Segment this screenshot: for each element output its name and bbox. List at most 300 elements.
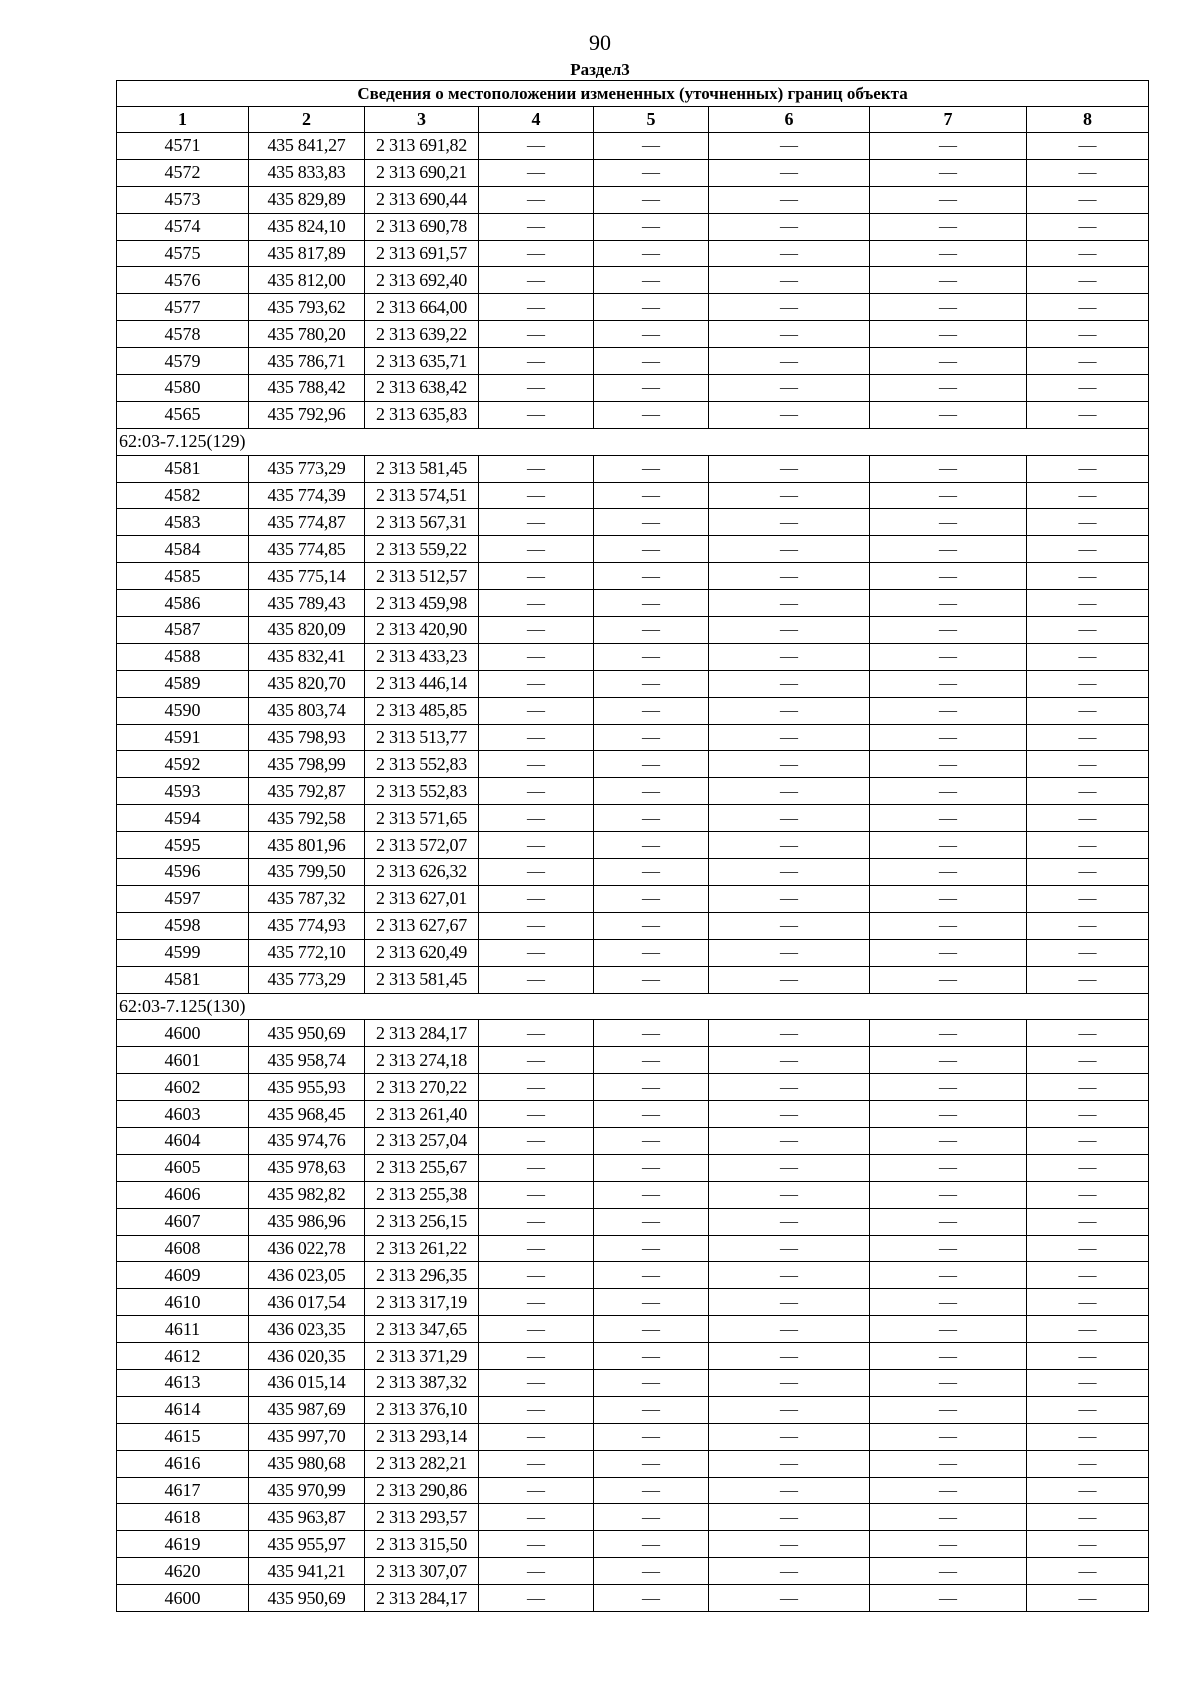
- x-coordinate-cell: 436 017,54: [249, 1289, 365, 1316]
- empty-cell-col-4: —: [479, 1531, 594, 1558]
- point-number-cell: 4612: [117, 1343, 249, 1370]
- coordinates-table: [116, 80, 1149, 1612]
- empty-cell-col-4: —: [479, 1127, 594, 1154]
- y-coordinate-cell: 2 313 552,83: [365, 778, 479, 805]
- y-coordinate-cell: 2 313 581,45: [365, 966, 479, 993]
- empty-cell-col-7: —: [870, 1127, 1027, 1154]
- empty-cell-col-8: —: [1027, 1235, 1149, 1262]
- column-header-4: 4: [479, 107, 594, 133]
- table-caption-row: [117, 81, 1149, 107]
- empty-cell-col-5: —: [594, 859, 709, 886]
- table-row: [117, 482, 1149, 509]
- point-number-cell: 4571: [117, 133, 249, 160]
- x-coordinate-cell: 435 774,93: [249, 912, 365, 939]
- point-number-cell: 4576: [117, 267, 249, 294]
- empty-cell-col-5: —: [594, 778, 709, 805]
- y-coordinate-cell: 2 313 307,07: [365, 1558, 479, 1585]
- empty-cell-col-7: —: [870, 401, 1027, 428]
- x-coordinate-cell: 435 787,32: [249, 885, 365, 912]
- point-number-cell: 4615: [117, 1423, 249, 1450]
- x-coordinate-cell: 435 812,00: [249, 267, 365, 294]
- empty-cell-col-7: —: [870, 1504, 1027, 1531]
- x-coordinate-cell: 435 955,93: [249, 1074, 365, 1101]
- empty-cell-col-7: —: [870, 133, 1027, 160]
- table-row: [117, 455, 1149, 482]
- empty-cell-col-6: —: [709, 1450, 870, 1477]
- empty-cell-col-6: —: [709, 1181, 870, 1208]
- point-number-cell: 4575: [117, 240, 249, 267]
- empty-cell-col-6: —: [709, 1074, 870, 1101]
- empty-cell-col-8: —: [1027, 563, 1149, 590]
- empty-cell-col-6: —: [709, 670, 870, 697]
- empty-cell-col-5: —: [594, 240, 709, 267]
- empty-cell-col-5: —: [594, 1101, 709, 1128]
- empty-cell-col-4: —: [479, 1369, 594, 1396]
- x-coordinate-cell: 435 982,82: [249, 1181, 365, 1208]
- empty-cell-col-4: —: [479, 1585, 594, 1612]
- empty-cell-col-8: —: [1027, 724, 1149, 751]
- x-coordinate-cell: 435 986,96: [249, 1208, 365, 1235]
- y-coordinate-cell: 2 313 282,21: [365, 1450, 479, 1477]
- y-coordinate-cell: 2 313 513,77: [365, 724, 479, 751]
- point-number-cell: 4573: [117, 186, 249, 213]
- empty-cell-col-7: —: [870, 1585, 1027, 1612]
- empty-cell-col-4: —: [479, 536, 594, 563]
- point-number-cell: 4581: [117, 455, 249, 482]
- empty-cell-col-6: —: [709, 1369, 870, 1396]
- empty-cell-col-4: —: [479, 1020, 594, 1047]
- empty-cell-col-7: —: [870, 1450, 1027, 1477]
- empty-cell-col-5: —: [594, 1316, 709, 1343]
- x-coordinate-cell: 436 023,05: [249, 1262, 365, 1289]
- x-coordinate-cell: 435 799,50: [249, 859, 365, 886]
- empty-cell-col-8: —: [1027, 1154, 1149, 1181]
- empty-cell-col-6: —: [709, 1423, 870, 1450]
- group-label: 62:03-7.125(129): [117, 428, 1149, 455]
- empty-cell-col-8: —: [1027, 1396, 1149, 1423]
- empty-cell-col-4: —: [479, 186, 594, 213]
- empty-cell-col-6: —: [709, 778, 870, 805]
- empty-cell-col-8: —: [1027, 1020, 1149, 1047]
- empty-cell-col-4: —: [479, 375, 594, 402]
- table-row: [117, 1020, 1149, 1047]
- empty-cell-col-7: —: [870, 697, 1027, 724]
- empty-cell-col-8: —: [1027, 1074, 1149, 1101]
- empty-cell-col-5: —: [594, 213, 709, 240]
- table-row: [117, 724, 1149, 751]
- y-coordinate-cell: 2 313 284,17: [365, 1585, 479, 1612]
- empty-cell-col-4: —: [479, 482, 594, 509]
- empty-cell-col-4: —: [479, 1262, 594, 1289]
- empty-cell-col-7: —: [870, 1047, 1027, 1074]
- section-title: Раздел3: [570, 60, 630, 79]
- y-coordinate-cell: 2 313 293,14: [365, 1423, 479, 1450]
- empty-cell-col-4: —: [479, 1504, 594, 1531]
- empty-cell-col-8: —: [1027, 1504, 1149, 1531]
- point-number-cell: 4579: [117, 348, 249, 375]
- point-number-cell: 4607: [117, 1208, 249, 1235]
- point-number-cell: 4601: [117, 1047, 249, 1074]
- table-row: [117, 159, 1149, 186]
- empty-cell-col-7: —: [870, 1396, 1027, 1423]
- empty-cell-col-6: —: [709, 1289, 870, 1316]
- empty-cell-col-8: —: [1027, 1477, 1149, 1504]
- empty-cell-col-6: —: [709, 643, 870, 670]
- point-number-cell: 4600: [117, 1585, 249, 1612]
- empty-cell-col-8: —: [1027, 912, 1149, 939]
- empty-cell-col-7: —: [870, 1154, 1027, 1181]
- y-coordinate-cell: 2 313 639,22: [365, 321, 479, 348]
- empty-cell-col-7: —: [870, 805, 1027, 832]
- table-row: [117, 1262, 1149, 1289]
- empty-cell-col-4: —: [479, 1450, 594, 1477]
- empty-cell-col-4: —: [479, 1396, 594, 1423]
- y-coordinate-cell: 2 313 690,21: [365, 159, 479, 186]
- point-number-cell: 4591: [117, 724, 249, 751]
- column-header-7: 7: [870, 107, 1027, 133]
- empty-cell-col-7: —: [870, 159, 1027, 186]
- point-number-cell: 4593: [117, 778, 249, 805]
- table-row: [117, 321, 1149, 348]
- empty-cell-col-6: —: [709, 509, 870, 536]
- empty-cell-col-8: —: [1027, 321, 1149, 348]
- empty-cell-col-6: —: [709, 563, 870, 590]
- table-row: [117, 859, 1149, 886]
- y-coordinate-cell: 2 313 620,49: [365, 939, 479, 966]
- empty-cell-col-6: —: [709, 832, 870, 859]
- empty-cell-col-7: —: [870, 859, 1027, 886]
- table-row: [117, 375, 1149, 402]
- empty-cell-col-6: —: [709, 590, 870, 617]
- empty-cell-col-4: —: [479, 697, 594, 724]
- empty-cell-col-4: —: [479, 1423, 594, 1450]
- empty-cell-col-4: —: [479, 1181, 594, 1208]
- empty-cell-col-6: —: [709, 885, 870, 912]
- empty-cell-col-5: —: [594, 1181, 709, 1208]
- empty-cell-col-5: —: [594, 1369, 709, 1396]
- empty-cell-col-5: —: [594, 643, 709, 670]
- empty-cell-col-8: —: [1027, 697, 1149, 724]
- empty-cell-col-4: —: [479, 778, 594, 805]
- empty-cell-col-5: —: [594, 832, 709, 859]
- empty-cell-col-4: —: [479, 1343, 594, 1370]
- table-row: [117, 133, 1149, 160]
- empty-cell-col-6: —: [709, 1558, 870, 1585]
- empty-cell-col-7: —: [870, 912, 1027, 939]
- empty-cell-col-5: —: [594, 1020, 709, 1047]
- x-coordinate-cell: 435 801,96: [249, 832, 365, 859]
- empty-cell-col-5: —: [594, 1396, 709, 1423]
- empty-cell-col-7: —: [870, 885, 1027, 912]
- empty-cell-col-6: —: [709, 375, 870, 402]
- empty-cell-col-4: —: [479, 885, 594, 912]
- empty-cell-col-6: —: [709, 159, 870, 186]
- empty-cell-col-7: —: [870, 670, 1027, 697]
- empty-cell-col-5: —: [594, 1208, 709, 1235]
- empty-cell-col-5: —: [594, 159, 709, 186]
- empty-cell-col-8: —: [1027, 778, 1149, 805]
- empty-cell-col-5: —: [594, 1531, 709, 1558]
- x-coordinate-cell: 435 997,70: [249, 1423, 365, 1450]
- empty-cell-col-7: —: [870, 321, 1027, 348]
- point-number-cell: 4617: [117, 1477, 249, 1504]
- point-number-cell: 4619: [117, 1531, 249, 1558]
- empty-cell-col-4: —: [479, 590, 594, 617]
- column-header-6: 6: [709, 107, 870, 133]
- y-coordinate-cell: 2 313 581,45: [365, 455, 479, 482]
- empty-cell-col-8: —: [1027, 1047, 1149, 1074]
- y-coordinate-cell: 2 313 626,32: [365, 859, 479, 886]
- empty-cell-col-6: —: [709, 1477, 870, 1504]
- table-row: [117, 1208, 1149, 1235]
- empty-cell-col-8: —: [1027, 401, 1149, 428]
- point-number-cell: 4599: [117, 939, 249, 966]
- empty-cell-col-4: —: [479, 267, 594, 294]
- point-number-cell: 4572: [117, 159, 249, 186]
- x-coordinate-cell: 435 958,74: [249, 1047, 365, 1074]
- x-coordinate-cell: 435 968,45: [249, 1101, 365, 1128]
- empty-cell-col-5: —: [594, 1343, 709, 1370]
- y-coordinate-cell: 2 313 512,57: [365, 563, 479, 590]
- empty-cell-col-7: —: [870, 1289, 1027, 1316]
- empty-cell-col-4: —: [479, 670, 594, 697]
- empty-cell-col-8: —: [1027, 1127, 1149, 1154]
- point-number-cell: 4604: [117, 1127, 249, 1154]
- empty-cell-col-4: —: [479, 912, 594, 939]
- y-coordinate-cell: 2 313 664,00: [365, 294, 479, 321]
- x-coordinate-cell: 435 955,97: [249, 1531, 365, 1558]
- empty-cell-col-4: —: [479, 321, 594, 348]
- table-row: [117, 1181, 1149, 1208]
- point-number-cell: 4603: [117, 1101, 249, 1128]
- empty-cell-col-5: —: [594, 1477, 709, 1504]
- table-row: [117, 1289, 1149, 1316]
- empty-cell-col-4: —: [479, 1477, 594, 1504]
- empty-cell-col-7: —: [870, 509, 1027, 536]
- y-coordinate-cell: 2 313 433,23: [365, 643, 479, 670]
- empty-cell-col-6: —: [709, 1127, 870, 1154]
- x-coordinate-cell: 435 803,74: [249, 697, 365, 724]
- empty-cell-col-6: —: [709, 966, 870, 993]
- empty-cell-col-7: —: [870, 1343, 1027, 1370]
- empty-cell-col-5: —: [594, 670, 709, 697]
- table-row: [117, 1504, 1149, 1531]
- point-number-cell: 4610: [117, 1289, 249, 1316]
- empty-cell-col-5: —: [594, 321, 709, 348]
- empty-cell-col-8: —: [1027, 509, 1149, 536]
- table-row: [117, 294, 1149, 321]
- empty-cell-col-6: —: [709, 1585, 870, 1612]
- table-body: [117, 133, 1149, 1612]
- y-coordinate-cell: 2 313 635,83: [365, 401, 479, 428]
- empty-cell-col-7: —: [870, 617, 1027, 644]
- group-label: 62:03-7.125(130): [117, 993, 1149, 1020]
- empty-cell-col-6: —: [709, 267, 870, 294]
- empty-cell-col-4: —: [479, 643, 594, 670]
- empty-cell-col-4: —: [479, 1074, 594, 1101]
- point-number-cell: 4597: [117, 885, 249, 912]
- empty-cell-col-8: —: [1027, 1585, 1149, 1612]
- empty-cell-col-8: —: [1027, 1531, 1149, 1558]
- table-row: [117, 401, 1149, 428]
- empty-cell-col-4: —: [479, 509, 594, 536]
- empty-cell-col-6: —: [709, 536, 870, 563]
- page-number: 90: [589, 30, 611, 55]
- x-coordinate-cell: 435 792,58: [249, 805, 365, 832]
- x-coordinate-cell: 436 023,35: [249, 1316, 365, 1343]
- empty-cell-col-8: —: [1027, 1450, 1149, 1477]
- point-number-cell: 4592: [117, 751, 249, 778]
- point-number-cell: 4596: [117, 859, 249, 886]
- empty-cell-col-5: —: [594, 186, 709, 213]
- point-number-cell: 4588: [117, 643, 249, 670]
- empty-cell-col-6: —: [709, 482, 870, 509]
- table-row: [117, 1343, 1149, 1370]
- column-header-1: 1: [117, 107, 249, 133]
- y-coordinate-cell: 2 313 376,10: [365, 1396, 479, 1423]
- empty-cell-col-4: —: [479, 294, 594, 321]
- empty-cell-col-4: —: [479, 939, 594, 966]
- empty-cell-col-7: —: [870, 186, 1027, 213]
- empty-cell-col-8: —: [1027, 1101, 1149, 1128]
- table-row: [117, 1558, 1149, 1585]
- table-row: [117, 563, 1149, 590]
- empty-cell-col-7: —: [870, 590, 1027, 617]
- empty-cell-col-5: —: [594, 1127, 709, 1154]
- y-coordinate-cell: 2 313 635,71: [365, 348, 479, 375]
- empty-cell-col-7: —: [870, 724, 1027, 751]
- empty-cell-col-5: —: [594, 1504, 709, 1531]
- y-coordinate-cell: 2 313 293,57: [365, 1504, 479, 1531]
- empty-cell-col-5: —: [594, 1423, 709, 1450]
- table-row: [117, 670, 1149, 697]
- empty-cell-col-5: —: [594, 751, 709, 778]
- x-coordinate-cell: 435 963,87: [249, 1504, 365, 1531]
- empty-cell-col-7: —: [870, 1235, 1027, 1262]
- table-row: [117, 751, 1149, 778]
- empty-cell-col-4: —: [479, 563, 594, 590]
- x-coordinate-cell: 435 978,63: [249, 1154, 365, 1181]
- empty-cell-col-5: —: [594, 1289, 709, 1316]
- empty-cell-col-5: —: [594, 563, 709, 590]
- table-row: [117, 1477, 1149, 1504]
- x-coordinate-cell: 435 980,68: [249, 1450, 365, 1477]
- y-coordinate-cell: 2 313 317,19: [365, 1289, 479, 1316]
- table-row: [117, 1531, 1149, 1558]
- empty-cell-col-5: —: [594, 590, 709, 617]
- empty-cell-col-6: —: [709, 859, 870, 886]
- x-coordinate-cell: 435 829,89: [249, 186, 365, 213]
- y-coordinate-cell: 2 313 257,04: [365, 1127, 479, 1154]
- y-coordinate-cell: 2 313 270,22: [365, 1074, 479, 1101]
- empty-cell-col-7: —: [870, 1369, 1027, 1396]
- point-number-cell: 4608: [117, 1235, 249, 1262]
- y-coordinate-cell: 2 313 552,83: [365, 751, 479, 778]
- y-coordinate-cell: 2 313 347,65: [365, 1316, 479, 1343]
- y-coordinate-cell: 2 313 255,67: [365, 1154, 479, 1181]
- point-number-cell: 4602: [117, 1074, 249, 1101]
- x-coordinate-cell: 435 798,99: [249, 751, 365, 778]
- empty-cell-col-5: —: [594, 1262, 709, 1289]
- empty-cell-col-8: —: [1027, 186, 1149, 213]
- x-coordinate-cell: 435 788,42: [249, 375, 365, 402]
- empty-cell-col-4: —: [479, 1316, 594, 1343]
- empty-cell-col-8: —: [1027, 1423, 1149, 1450]
- empty-cell-col-7: —: [870, 1074, 1027, 1101]
- table-row: [117, 1396, 1149, 1423]
- empty-cell-col-4: —: [479, 213, 594, 240]
- point-number-cell: 4577: [117, 294, 249, 321]
- empty-cell-col-8: —: [1027, 1343, 1149, 1370]
- x-coordinate-cell: 435 820,09: [249, 617, 365, 644]
- empty-cell-col-6: —: [709, 1316, 870, 1343]
- empty-cell-col-7: —: [870, 267, 1027, 294]
- empty-cell-col-4: —: [479, 617, 594, 644]
- empty-cell-col-8: —: [1027, 133, 1149, 160]
- y-coordinate-cell: 2 313 638,42: [365, 375, 479, 402]
- table-row: [117, 939, 1149, 966]
- empty-cell-col-6: —: [709, 751, 870, 778]
- point-number-cell: 4620: [117, 1558, 249, 1585]
- point-number-cell: 4587: [117, 617, 249, 644]
- point-number-cell: 4585: [117, 563, 249, 590]
- empty-cell-col-7: —: [870, 1101, 1027, 1128]
- x-coordinate-cell: 435 987,69: [249, 1396, 365, 1423]
- x-coordinate-cell: 435 792,87: [249, 778, 365, 805]
- point-number-cell: 4582: [117, 482, 249, 509]
- empty-cell-col-6: —: [709, 1262, 870, 1289]
- empty-cell-col-5: —: [594, 536, 709, 563]
- empty-cell-col-7: —: [870, 751, 1027, 778]
- empty-cell-col-7: —: [870, 939, 1027, 966]
- point-number-cell: 4586: [117, 590, 249, 617]
- x-coordinate-cell: 435 950,69: [249, 1585, 365, 1612]
- point-number-cell: 4583: [117, 509, 249, 536]
- x-coordinate-cell: 435 974,76: [249, 1127, 365, 1154]
- column-header-2: 2: [249, 107, 365, 133]
- table-row: [117, 213, 1149, 240]
- table-row: [117, 885, 1149, 912]
- empty-cell-col-6: —: [709, 348, 870, 375]
- empty-cell-col-5: —: [594, 1154, 709, 1181]
- table-row: [117, 643, 1149, 670]
- empty-cell-col-8: —: [1027, 159, 1149, 186]
- point-number-cell: 4618: [117, 1504, 249, 1531]
- y-coordinate-cell: 2 313 371,29: [365, 1343, 479, 1370]
- empty-cell-col-8: —: [1027, 939, 1149, 966]
- empty-cell-col-5: —: [594, 617, 709, 644]
- x-coordinate-cell: 435 793,62: [249, 294, 365, 321]
- x-coordinate-cell: 435 941,21: [249, 1558, 365, 1585]
- y-coordinate-cell: 2 313 387,32: [365, 1369, 479, 1396]
- group-row: [117, 428, 1149, 455]
- empty-cell-col-5: —: [594, 401, 709, 428]
- empty-cell-col-7: —: [870, 1020, 1027, 1047]
- y-coordinate-cell: 2 313 420,90: [365, 617, 479, 644]
- table-row: [117, 1423, 1149, 1450]
- empty-cell-col-4: —: [479, 1154, 594, 1181]
- y-coordinate-cell: 2 313 627,67: [365, 912, 479, 939]
- y-coordinate-cell: 2 313 574,51: [365, 482, 479, 509]
- empty-cell-col-8: —: [1027, 455, 1149, 482]
- empty-cell-col-4: —: [479, 751, 594, 778]
- table-row: [117, 1047, 1149, 1074]
- empty-cell-col-7: —: [870, 294, 1027, 321]
- x-coordinate-cell: 435 773,29: [249, 455, 365, 482]
- empty-cell-col-5: —: [594, 509, 709, 536]
- table-row: [117, 240, 1149, 267]
- table-row: [117, 697, 1149, 724]
